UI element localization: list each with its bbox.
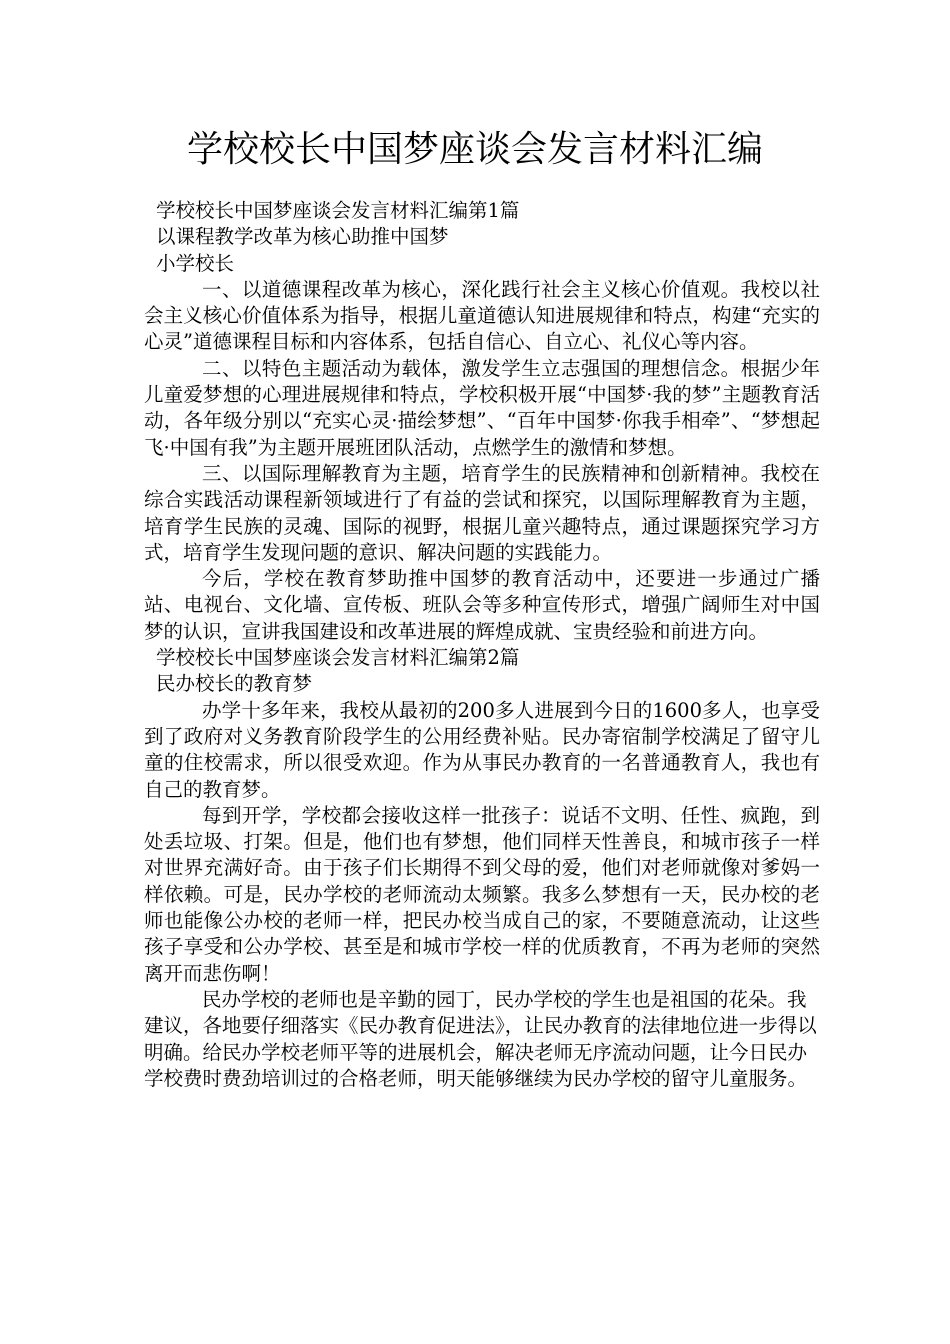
section-1-paragraph-3: 三、以国际理解教育为主题，培育学生的民族精神和创新精神。我校在综合实践活动课程新领域进行了有益的尝试和探究，以国际理解教育为主题，培育学生民族的灵魂、国际的视野，根据儿童兴趣特点，通过课题探究学习方式，培育学生发现问题的意识、解决问题的实践能力。 <box>144 461 820 564</box>
section-2-paragraph-2: 每到开学，学校都会接收这样一批孩子：说话不文明、任性、疯跑，到处丢垃圾、打架。但是，他们也有梦想，他们同样天性善良，和城市孩子一样对世界充满好奇。由于孩子们长期得不到父母的爱，他们对老师就像对爹妈一样依赖。可是，民办学校的老师流动太频繁。我多么梦想有一天，民办校的老师也能像公办校的老师一样，把民办校当成自己的家，不要随意流动，让这些孩子享受和公办学校、甚至是和城市学校一样的优质教育，不再为老师的突然离开而悲伤啊！ <box>144 803 820 985</box>
section-1-author: 小学校长 <box>156 251 235 275</box>
section-2-heading: 学校校长中国梦座谈会发言材料汇编第2篇 <box>156 646 520 670</box>
document-title: 学校校长中国梦座谈会发言材料汇编 <box>186 129 763 170</box>
document-body <box>144 198 820 1092</box>
section-1-paragraph-4: 今后，学校在教育梦助推中国梦的教育活动中，还要进一步通过广播站、电视台、文化墙、宣传板、班队会等多种宣传形式，增强广阔师生对中国梦的认识，宣讲我国建设和改革进展的辉煌成就、宝贵经验和前进方向。 <box>144 567 820 643</box>
section-2-subheading: 民办校长的教育梦 <box>156 672 313 696</box>
section-1-paragraph-1: 一、以道德课程改革为核心，深化践行社会主义核心价值观。我校以社会主义核心价值体系为指导，根据儿童道德认知进展规律和特点，构建“充实的心灵”道德课程目标和内容体系，包括自信心、自立心、礼仪心等内容。 <box>144 277 820 354</box>
section-1-paragraph-2: 二、以特色主题活动为载体，激发学生立志强国的理想信念。根据少年儿童爱梦想的心理进展规律和特点，学校积极开展“中国梦·我的梦”主题教育活动，各年级分别以“充实心灵·描绘梦想”、“百年中国梦·你我手相牵”、“梦想起飞·中国有我”为主题开展班团队活动，点燃学生的激情和梦想。 <box>144 356 820 459</box>
section-1-subheading: 以课程教学改革为核心助推中国梦 <box>156 225 449 249</box>
section-1-heading: 学校校长中国梦座谈会发言材料汇编第1篇 <box>156 199 520 222</box>
section-2-paragraph-1: 办学十多年来，我校从最初的200多人进展到今日的1600多人，也享受到了政府对义务教育阶段学生的公用经费补贴。民办寄宿制学校满足了留守儿童的住校需求，所以很受欢迎。作为从事民办教育的一名普通教育人，我也有自己的教育梦。 <box>144 698 820 801</box>
section-2-paragraph-3: 民办学校的老师也是辛勤的园丁，民办学校的学生也是祖国的花朵。我建议，各地要仔细落实《民办教育促进法》，让民办教育的法律地位进一步得以明确。给民办学校老师平等的进展机会，解决老师无序流动问题，让今日民办学校费时费劲培训过的合格老师，明天能够继续为民办学校的留守儿童服务。 <box>144 987 817 1090</box>
